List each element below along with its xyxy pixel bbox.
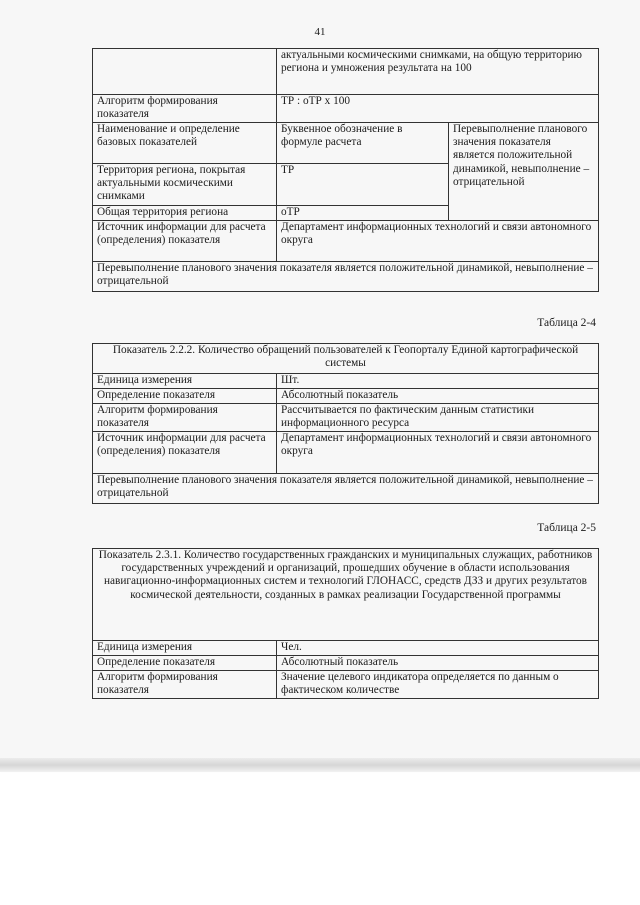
indicator-header: Показатель 2.3.1. Количество государственных гражданских и муниципальных служащих, работников государственных учреждений и организаций, прошедших обучение в области использования навигационно-информационных систем и технологий ГЛОНАСС, средств ДЗЗ и других результатов космической деятельности, созданных в рамках реализации Государственной программы bbox=[93, 549, 599, 641]
table-row bbox=[93, 389, 599, 404]
definition-value: Абсолютный показатель bbox=[277, 656, 599, 671]
table-row bbox=[93, 641, 599, 656]
indicator-table-2-4 bbox=[92, 343, 599, 504]
source-value: Департамент информационных технологий и связи автономного округа bbox=[277, 432, 599, 474]
table-row bbox=[93, 474, 599, 504]
table-row bbox=[93, 95, 599, 123]
unit-value: Шт. bbox=[277, 374, 599, 389]
table-caption: Таблица 2-4 bbox=[537, 317, 596, 329]
table-footer-note: Перевыполнение планового значения показателя является положительной динамикой, невыполнение – отрицательной bbox=[93, 262, 599, 292]
scan-edge bbox=[0, 758, 640, 772]
unit-label: Единица измерения bbox=[93, 641, 277, 656]
table-caption: Таблица 2-5 bbox=[537, 522, 596, 534]
table-row bbox=[93, 404, 599, 432]
territory-label: Территория региона, покрытая актуальными космическими снимками bbox=[93, 164, 277, 206]
algorithm-label: Алгоритм формирования показателя bbox=[93, 95, 277, 123]
unit-value: Чел. bbox=[277, 641, 599, 656]
total-territory-label: Общая территория региона bbox=[93, 206, 277, 221]
table-row bbox=[93, 262, 599, 292]
letter-designation-label: Буквенное обозначение в формуле расчета bbox=[277, 123, 449, 164]
algorithm-label: Алгоритм формирования показателя bbox=[93, 671, 277, 699]
source-value: Департамент информационных технологий и связи автономного округа bbox=[277, 221, 599, 262]
table-row bbox=[93, 123, 599, 164]
algorithm-value: Значение целевого индикатора определяется по данным о фактическом количестве bbox=[277, 671, 599, 699]
total-territory-symbol: оТР bbox=[277, 206, 449, 221]
indicator-header: Показатель 2.2.2. Количество обращений пользователей к Геопорталу Единой картографической системы bbox=[93, 344, 599, 374]
algorithm-label: Алгоритм формирования показателя bbox=[93, 404, 277, 432]
table-footer-note: Перевыполнение планового значения показателя является положительной динамикой, невыполнение – отрицательной bbox=[93, 474, 599, 504]
algorithm-value: Рассчитывается по фактическим данным статистики информационного ресурса bbox=[277, 404, 599, 432]
source-label: Источник информации для расчета (определения) показателя bbox=[93, 432, 277, 474]
table-row bbox=[93, 49, 599, 95]
unit-label: Единица измерения bbox=[93, 374, 277, 389]
table-row bbox=[93, 671, 599, 699]
definition-value: Абсолютный показатель bbox=[277, 389, 599, 404]
algorithm-formula: ТР : оТР х 100 bbox=[277, 95, 599, 123]
table-row bbox=[93, 432, 599, 474]
indicator-table-2-5 bbox=[92, 548, 599, 699]
indicator-table-continued bbox=[92, 48, 599, 292]
definition-label: Определение показателя bbox=[93, 656, 277, 671]
table-row bbox=[93, 344, 599, 374]
table-row bbox=[93, 656, 599, 671]
dynamics-note: Перевыполнение планового значения показателя является положительной динамикой, невыполнение – отрицательной bbox=[449, 123, 599, 221]
territory-symbol: ТР bbox=[277, 164, 449, 206]
table-row bbox=[93, 221, 599, 262]
source-label: Источник информации для расчета (определения) показателя bbox=[93, 221, 277, 262]
base-indicators-label: Наименование и определение базовых показателей bbox=[93, 123, 277, 164]
continued-text-cell: актуальными космическими снимками, на общую территорию региона и умножения результата на 100 bbox=[277, 49, 599, 95]
table-cell bbox=[93, 49, 277, 95]
table-row bbox=[93, 374, 599, 389]
table-row bbox=[93, 549, 599, 641]
definition-label: Определение показателя bbox=[93, 389, 277, 404]
page-number: 41 bbox=[314, 26, 326, 38]
